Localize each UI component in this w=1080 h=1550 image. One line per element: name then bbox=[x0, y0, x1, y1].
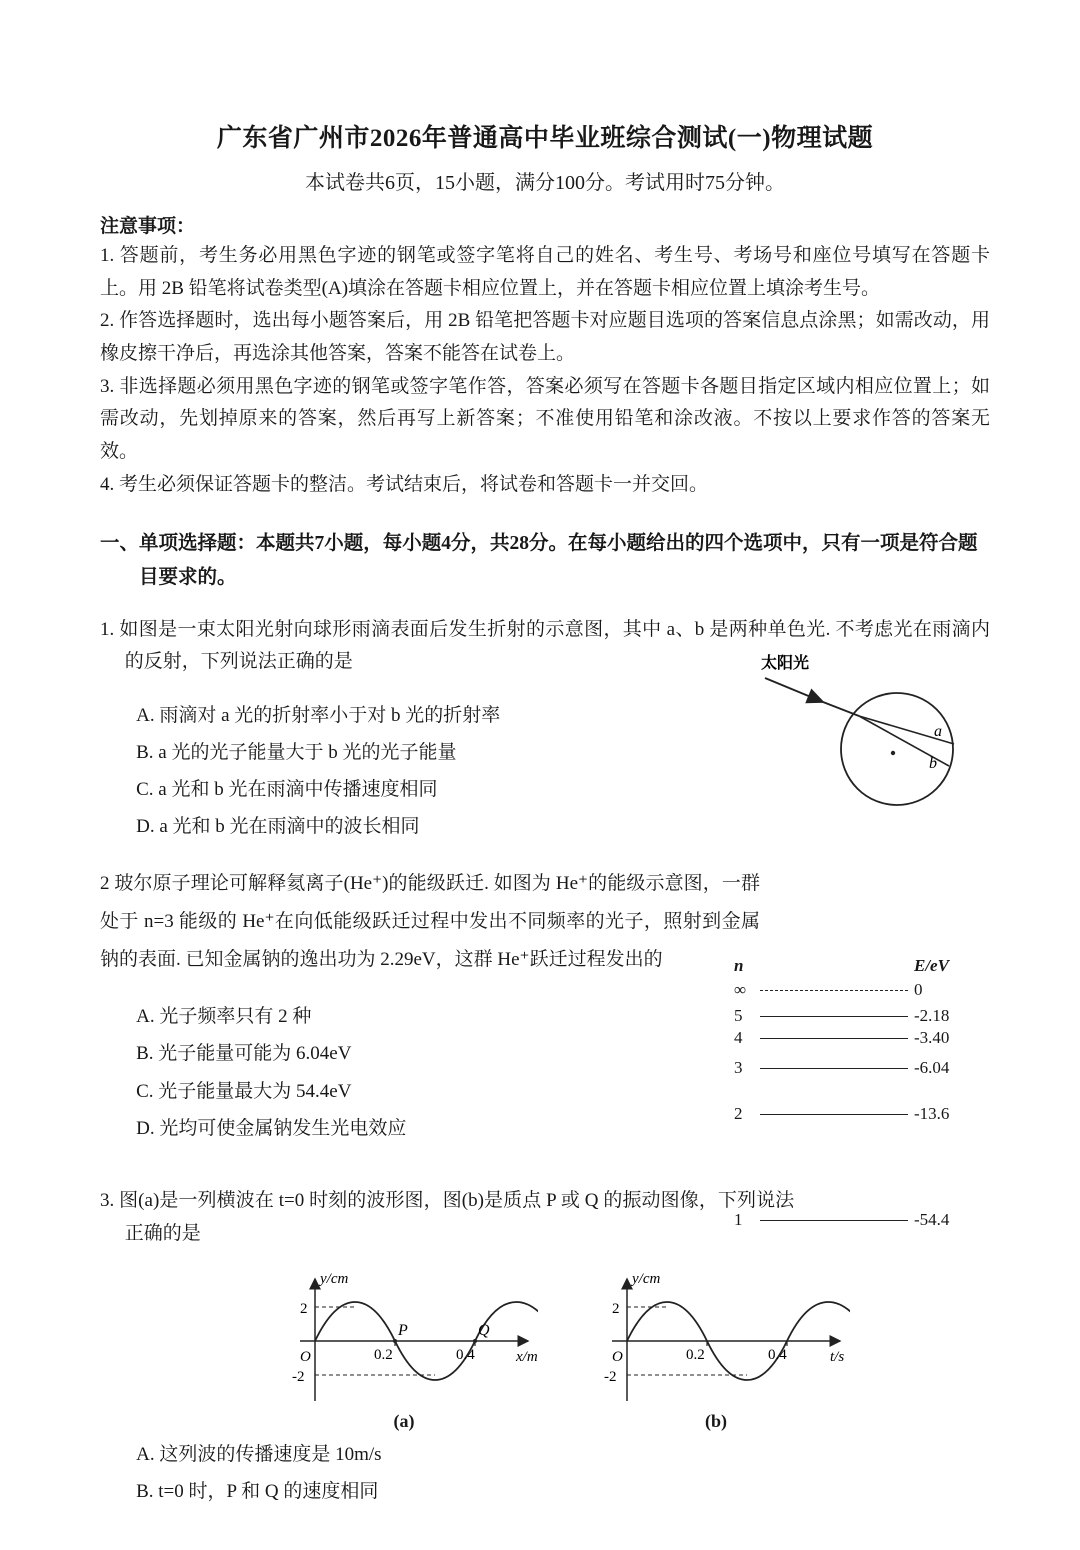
question-1-option-d: D. a 光和 b 光在雨滴中的波长相同 bbox=[136, 816, 420, 838]
graph-a-caption: (a) bbox=[393, 1411, 415, 1432]
graph-a-origin: O bbox=[300, 1349, 311, 1366]
graph-b-ymax: 2 bbox=[612, 1301, 620, 1318]
question-1-option-c: C. a 光和 b 光在雨滴中传播速度相同 bbox=[136, 779, 438, 801]
raindrop-figure-svg bbox=[757, 652, 972, 817]
page-title: 广东省广州市2026年普通高中毕业班综合测试(一)物理试题 bbox=[216, 125, 874, 152]
point-p-label: P bbox=[398, 1322, 408, 1340]
question-3-options bbox=[100, 1436, 990, 1510]
question-2-option-a: A. 光子频率只有 2 种 bbox=[136, 1006, 312, 1028]
level-n-3: 3 bbox=[734, 1058, 743, 1078]
graph-b-ymin: -2 bbox=[604, 1369, 617, 1386]
level-line-5 bbox=[760, 1016, 908, 1017]
notice-item-2: 2. 作答选择题时，选出每小题答案后，用 2B 铅笔把答题卡对应题目选项的答案信息点涂黑；如需改动，用橡皮擦干净后，再选涂其他答案，答案不能答在试卷上。 bbox=[100, 310, 990, 365]
graph-a-xtick1: 0.2 bbox=[374, 1347, 393, 1364]
energy-level-row-3 bbox=[734, 1059, 962, 1077]
graph-b-y-label: y/cm bbox=[632, 1271, 661, 1288]
wave-graph-b bbox=[582, 1269, 850, 1432]
question-3-stem: 3. 图(a)是一列横波在 t=0 时刻的波形图，图(b)是质点 P 或 Q 的振动图像，下列说法正确的是 bbox=[100, 1190, 795, 1244]
question-1-option-b: B. a 光的光子能量大于 b 光的光子能量 bbox=[136, 742, 457, 764]
ray-a-label: a bbox=[934, 722, 942, 740]
level-line-3 bbox=[760, 1068, 908, 1069]
level-n-1: 1 bbox=[734, 1210, 743, 1230]
graph-a-ymax: 2 bbox=[300, 1301, 308, 1318]
graph-a-ymin: -2 bbox=[292, 1369, 305, 1386]
level-n-5: 5 bbox=[734, 1006, 743, 1026]
graph-b-caption: (b) bbox=[705, 1411, 727, 1432]
notice-item-4: 4. 考生必须保证答题卡的整洁。考试结束后，将试卷和答题卡一并交回。 bbox=[100, 473, 709, 495]
raindrop-circle bbox=[841, 693, 953, 805]
energy-column-header: E/eV bbox=[914, 956, 949, 976]
question-2-options bbox=[100, 998, 760, 1146]
point-q-dot bbox=[473, 1339, 477, 1343]
level-e-1: -54.4 bbox=[914, 1210, 950, 1230]
level-e-5: -2.18 bbox=[914, 1006, 950, 1026]
level-e-2: -13.6 bbox=[914, 1104, 950, 1124]
question-2-stem: 2 玻尔原子理论可解释氦离子(He⁺)的能级跃迁. 如图为 He⁺的能级示意图，一群处于 n=3 能级的 He⁺在向低能级跃迁过程中发出不同频率的光子，照射到金属钠的表面. 已知金属钠的逸出功为 2.29eV，这群 He⁺跃迁过程发出的 bbox=[100, 873, 760, 971]
notice-heading: 注意事项： bbox=[100, 216, 196, 237]
q3-wave-graphs bbox=[270, 1269, 990, 1432]
raindrop-center-dot bbox=[891, 750, 895, 754]
question-1-stem: 1. 如图是一束太阳光射向球形雨滴表面后发生折射的示意图，其中 a、b 是两种单色光. 不考虑光在雨滴内的反射，下列说法正确的是 bbox=[100, 618, 990, 672]
graph-a-y-label: y/cm bbox=[320, 1271, 349, 1288]
question-1-options bbox=[100, 697, 660, 845]
section-one-heading: 一、单项选择题：本题共7小题，每小题4分，共28分。在每小题给出的四个选项中，只有一项是符合题目要求的。 bbox=[100, 533, 978, 588]
question-3-option-b: B. t=0 时，P 和 Q 的速度相同 bbox=[136, 1481, 379, 1503]
graph-a-xtick2: 0.4 bbox=[456, 1347, 475, 1364]
wave-graph-a bbox=[270, 1269, 538, 1432]
graph-b-xtick2: 0.4 bbox=[768, 1347, 787, 1364]
raindrop-refraction-figure bbox=[757, 652, 972, 817]
question-1-option-a: A. 雨滴对 a 光的折射率小于对 b 光的折射率 bbox=[136, 705, 501, 727]
question-1 bbox=[100, 614, 990, 846]
question-2-option-d: D. 光均可使金属钠发生光电效应 bbox=[136, 1117, 407, 1139]
graph-b-origin: O bbox=[612, 1349, 623, 1366]
page-subtitle: 本试卷共6页，15小题，满分100分。考试用时75分钟。 bbox=[305, 172, 785, 194]
level-n-infinity: ∞ bbox=[734, 980, 747, 1000]
sunlight-arrow-icon bbox=[765, 678, 823, 702]
level-line-infinity bbox=[760, 990, 908, 991]
notice-item-1: 1. 答题前，考生务必用黑色字迹的钢笔或签字笔将自己的姓名、考生号、考场号和座位号填写在答题卡上。用 2B 铅笔将试卷类型(A)填涂在答题卡相应位置上，并在答题卡相应位置上填涂考生号。 bbox=[100, 245, 990, 299]
energy-level-row-2 bbox=[734, 1105, 962, 1123]
level-line-4 bbox=[760, 1038, 908, 1039]
point-p-dot bbox=[393, 1339, 397, 1343]
graph-b-x-label: t/s bbox=[830, 1349, 845, 1366]
energy-level-row-5 bbox=[734, 1007, 962, 1025]
sunlight-ray bbox=[823, 702, 859, 716]
energy-diagram-header bbox=[734, 957, 962, 975]
level-e-infinity: 0 bbox=[914, 980, 923, 1000]
graph-b-xtick1: 0.2 bbox=[686, 1347, 705, 1364]
wave-graph-b-svg bbox=[582, 1269, 850, 1409]
energy-level-row-4 bbox=[734, 1029, 962, 1047]
level-line-2 bbox=[760, 1114, 908, 1115]
question-3 bbox=[100, 1185, 990, 1510]
level-n-4: 4 bbox=[734, 1028, 743, 1048]
question-2-option-c: C. 光子能量最大为 54.4eV bbox=[136, 1080, 352, 1102]
graph-a-x-label: x/m bbox=[516, 1349, 538, 1366]
wave-graph-a-svg bbox=[270, 1269, 538, 1409]
question-2-option-b: B. 光子能量可能为 6.04eV bbox=[136, 1043, 352, 1065]
level-e-3: -6.04 bbox=[914, 1058, 950, 1078]
notice-item-3: 3. 非选择题必须用黑色字迹的钢笔或签字笔作答，答案必须写在答题卡各题目指定区域内相应位置上；如需改动，先划掉原来的答案，然后再写上新答案；不准使用铅笔和涂改液。不按以上要求作答的答案无效。 bbox=[100, 375, 990, 463]
level-n-2: 2 bbox=[734, 1104, 743, 1124]
point-q-label: Q bbox=[478, 1322, 490, 1340]
level-e-4: -3.40 bbox=[914, 1028, 950, 1048]
n-column-header: n bbox=[734, 956, 744, 976]
energy-level-row-infinity bbox=[734, 981, 962, 999]
ray-b-label: b bbox=[929, 754, 937, 772]
question-3-option-a: A. 这列波的传播速度是 10m/s bbox=[136, 1444, 382, 1466]
sunlight-label: 太阳光 bbox=[761, 654, 810, 672]
